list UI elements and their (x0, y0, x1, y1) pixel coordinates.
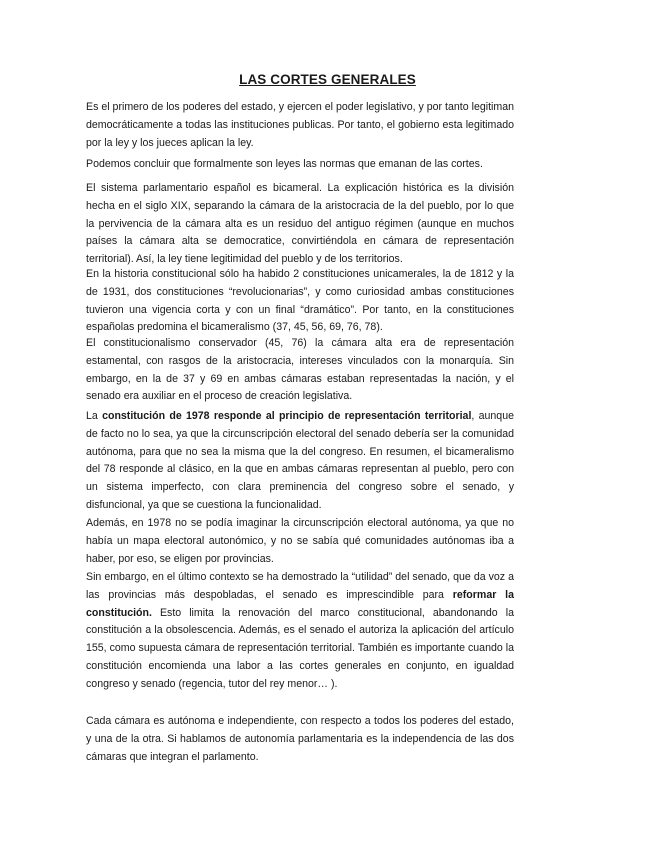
paragraph-6-bold: constitución de 1978 responde al principio de representación territorial (102, 410, 472, 422)
paragraph-8-bold: reformar la constitución. (86, 588, 514, 619)
paragraph-6-rest: , aunque de facto no lo sea, ya que la circunscripción electoral del senado debería ser la comunidad autónoma, para que no sea la misma que la del congreso. En resumen, el bicameralismo del 78 responde al clásico, en la que en ambas cámaras representan al pueblo, pero con un sistema imperfecto, con clara preminencia del congreso sobre el senado, y disfuncional, ya que se cuestiona la funcionalidad. (86, 410, 514, 511)
paragraph-5: El constitucionalismo conservador (45, 76) la cámara alta era de representación estamental, con rasgos de la aristocracia, intereses vinculados con la monarquía. Sin embargo, en la de 37 y 69 en ambas cámaras estaban representadas la nación, y el senado era auxiliar en el proceso de creación legislativa. (86, 337, 514, 403)
paragraph-9: Cada cámara es autónoma e independiente, con respecto a todos los poderes del estado, y una de la otra. Si hablamos de autonomía parlamentaria es la independencia de las dos cámaras que integran el parlamento. (86, 715, 514, 763)
paragraph-7: Además, en 1978 no se podía imaginar la circunscripción electoral autónoma, ya que no había un mapa electoral autonómico, y no se sabía qué comunidades autónomas iba a haber, por eso, se eligen por provincias. (86, 517, 514, 565)
paragraph-3: El sistema parlamentario español es bicameral. La explicación histórica es la división hecha en el siglo XIX, separando la cámara de la aristocracia de la del pueblo, por lo que la pervivencia de la cámara alta es un residuo del antiguo régimen (aunque en muchos países la cámara alta se democratice, convirtiéndola en cámara de representación territorial). Así, la ley tiene legitimidad del pueblo y de los territorios. (86, 182, 514, 266)
paragraph-8-lead: Sin embargo, en el último contexto se ha demostrado la “utilidad” del senado, que da voz a las provincias más despobladas, el senado es imprescindible para (86, 571, 514, 601)
paragraph-1: Es el primero de los poderes del estado, y ejercen el poder legislativo, y por tanto legitiman democráticamente a todas las instituciones publicas. Por tanto, el gobierno esta legitimado por la ley y los jueces aplican la ley. (86, 101, 514, 149)
paragraph-2: Podemos concluir que formalmente son leyes las normas que emanan de las cortes. (86, 158, 483, 170)
paragraph-6-lead: La (86, 410, 103, 422)
page-title: LAS CORTES GENERALES (239, 72, 416, 87)
paragraph-6 (86, 408, 514, 515)
paragraph-8 (86, 569, 514, 694)
paragraph-4: En la historia constitucional sólo ha habido 2 constituciones unicamerales, la de 1812 y la de 1931, dos constituciones “revolucionarias”, y como curiosidad ambas constituciones tuvieron una vigencia corta y con un final “dramático”. Por tanto, en la constituciones españolas predomina el bicameralismo (37, 45, 56, 69, 76, 78). (86, 268, 514, 334)
paragraph-8-rest: Esto limita la renovación del marco constitucional, abandonando la constitución a la obsolescencia. Además, es el senado el autoriza la aplicación del artículo 155, como supuesta cámara de representación territorial. También es importante cuando la constitución encomienda una labor a las cortes generales en conjunto, en igualdad congreso y senado (regencia, tutor del rey menor… ). (86, 606, 514, 690)
